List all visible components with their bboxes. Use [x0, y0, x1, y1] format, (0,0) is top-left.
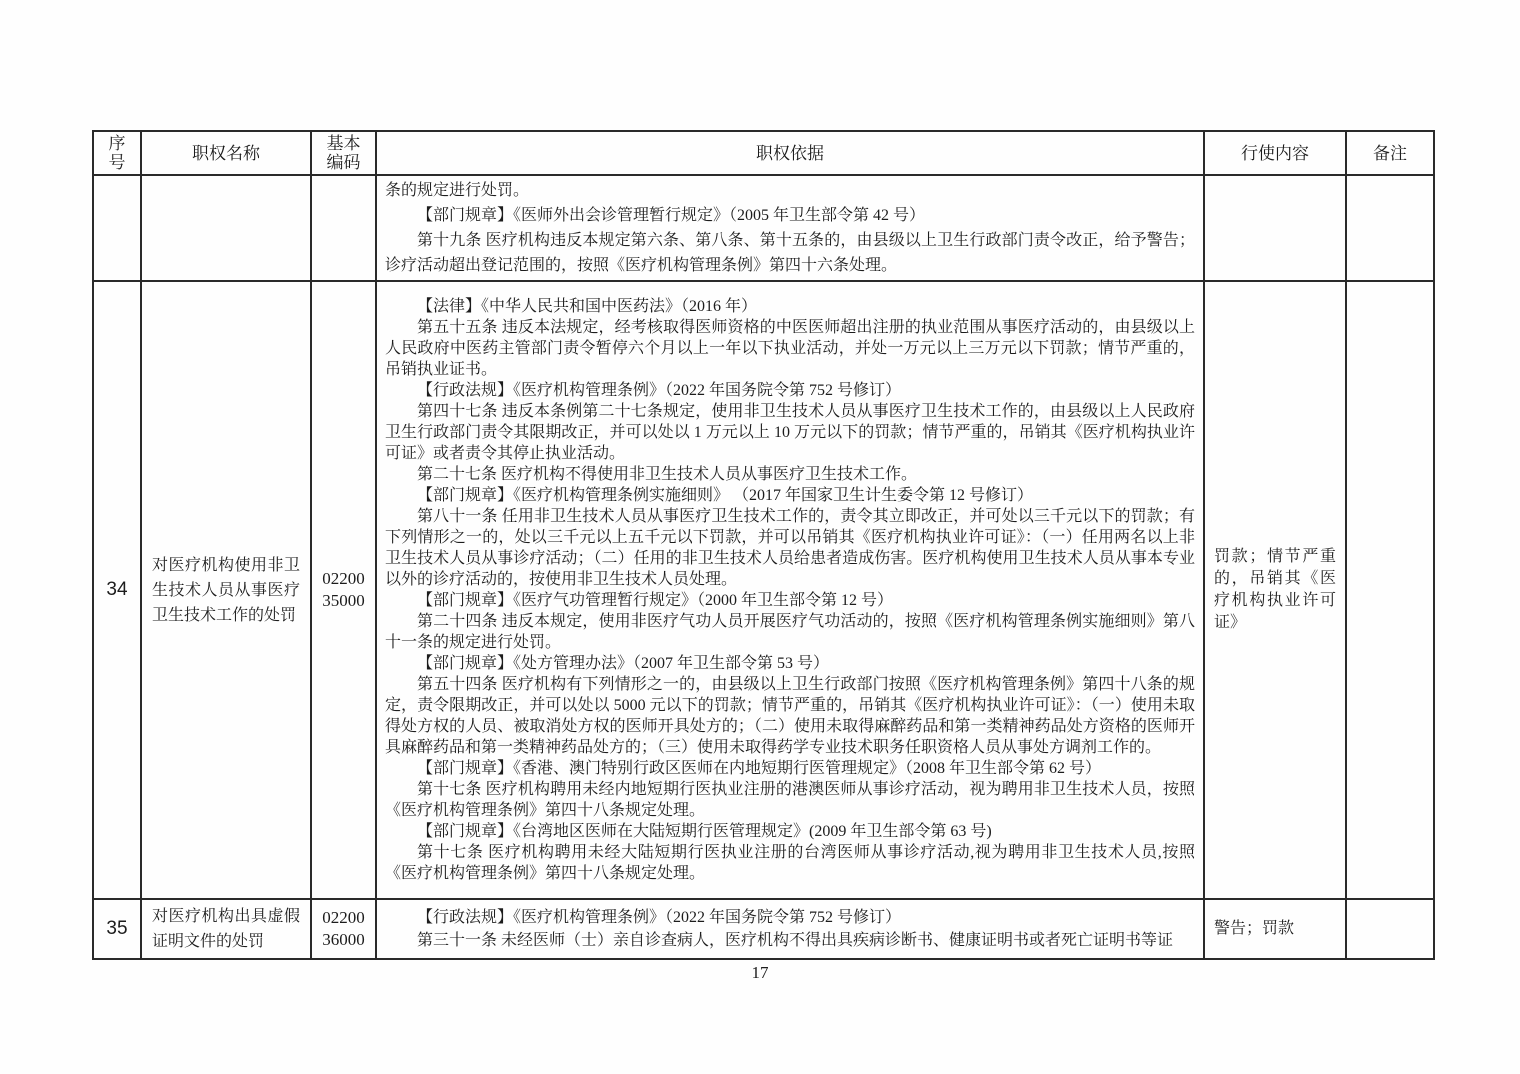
seq-cell: 34 — [93, 281, 141, 899]
col-header-content: 行使内容 — [1204, 131, 1346, 175]
remark-cell — [1346, 899, 1434, 959]
basis-paragraph: 第十九条 医疗机构违反本规定第六条、第八条、第十五条的，由县级以上卫生行政部门责令改正，给予警告；诊疗活动超出登记范围的，按照《医疗机构管理条例》第四十六条处理。 — [385, 232, 1195, 274]
name-cell — [141, 175, 311, 281]
table-row-34 — [93, 281, 1434, 899]
col-header-basis: 职权依据 — [376, 131, 1204, 175]
basis-paragraph: 【部门规章】《香港、澳门特别行政区医师在内地短期行医管理规定》（2008 年卫生部令第 62 号） — [417, 760, 1102, 777]
code-line: 36000 — [322, 930, 365, 949]
col-header-code: 基本编码 — [311, 131, 376, 175]
seq-cell — [93, 175, 141, 281]
seq-cell: 35 — [93, 899, 141, 959]
basis-paragraph: 【部门规章】《医疗机构管理条例实施细则》 （2017 年国家卫生计生委令第 12 号修订） — [417, 487, 1034, 504]
code-cell — [311, 899, 376, 959]
basis-paragraph: 【部门规章】《台湾地区医师在大陆短期行医管理规定》(2009 年卫生部令第 63 号) — [417, 823, 992, 840]
col-header-seq: 序号 — [93, 131, 141, 175]
basis-paragraph: 第三十一条 未经医师（士）亲自诊查病人，医疗机构不得出具疾病诊断书、健康证明书或者死亡证明书等证 — [417, 932, 1174, 949]
basis-paragraph: 第二十七条 医疗机构不得使用非卫生技术人员从事医疗卫生技术工作。 — [417, 466, 918, 483]
basis-paragraph: 【部门规章】《医师外出会诊管理暂行规定》（2005 年卫生部令第 42 号） — [417, 207, 926, 224]
col-header-name: 职权名称 — [141, 131, 311, 175]
name-cell: 对医疗机构出具虚假证明文件的处罚 — [141, 899, 311, 959]
code-cell — [311, 175, 376, 281]
page-number: 17 — [751, 963, 769, 982]
basis-paragraph: 第十七条 医疗机构聘用未经大陆短期行医执业注册的台湾医师从事诊疗活动,视为聘用非卫生技术人员,按照《医疗机构管理条例》第四十八条规定处理。 — [385, 844, 1195, 882]
content-cell — [1204, 175, 1346, 281]
code-line: 02200 — [322, 569, 365, 588]
table-header-row — [93, 131, 1434, 175]
table-row-35 — [93, 899, 1434, 959]
basis-paragraph: 【行政法规】《医疗机构管理条例》（2022 年国务院令第 752 号修订） — [417, 909, 902, 926]
code-cell — [311, 281, 376, 899]
col-header-remark: 备注 — [1346, 131, 1434, 175]
basis-cell — [376, 281, 1204, 899]
basis-paragraph: 【行政法规】《医疗机构管理条例》（2022 年国务院令第 752 号修订） — [417, 382, 902, 399]
code-line: 35000 — [322, 591, 365, 610]
content-cell: 罚款；情节严重的，吊销其《医疗机构执业许可证》 — [1204, 281, 1346, 899]
basis-cell — [376, 899, 1204, 959]
basis-paragraph: 【部门规章】《医疗气功管理暂行规定》（2000 年卫生部令第 12 号） — [417, 592, 894, 609]
basis-paragraph: 【法律】《中华人民共和国中医药法》（2016 年） — [417, 298, 758, 315]
content-cell: 警告；罚款 — [1204, 899, 1346, 959]
remark-cell — [1346, 175, 1434, 281]
basis-cell — [376, 175, 1204, 281]
remark-cell — [1346, 281, 1434, 899]
basis-paragraph: 第四十七条 违反本条例第二十七条规定，使用非卫生技术人员从事医疗卫生技术工作的，由县级以上人民政府卫生行政部门责令其限期改正，并可以处以 1 万元以上 10 万元以下的罚款；情节严重的，吊销其《医疗机构执业许可证》或者责令其停止执业活动。 — [385, 403, 1195, 462]
basis-paragraph: 第二十四条 违反本规定，使用非医疗气功人员开展医疗气功活动的，按照《医疗机构管理条例实施细则》第八十一条的规定进行处罚。 — [385, 613, 1195, 651]
table-row-continuation — [93, 175, 1434, 281]
basis-paragraph: 第五十五条 违反本法规定，经考核取得医师资格的中医医师超出注册的执业范围从事医疗活动的，由县级以上人民政府中医药主管部门责令暂停六个月以上一年以下执业活动，并处一万元以上三万元以下罚款；情节严重的，吊销执业证书。 — [385, 319, 1195, 378]
basis-paragraph: 第十七条 医疗机构聘用未经内地短期行医执业注册的港澳医师从事诊疗活动，视为聘用非卫生技术人员，按照《医疗机构管理条例》第四十八条规定处理。 — [385, 781, 1195, 819]
basis-paragraph: 第八十一条 任用非卫生技术人员从事医疗卫生技术工作的，责令其立即改正，并可处以三千元以下的罚款；有下列情形之一的，处以三千元以上五千元以下罚款，并可以吊销其《医疗机构执业许可证》：（一）任用两名以上非卫生技术人员从事诊疗活动；（二）任用的非卫生技术人员给患者造成伤害。医疗机构使用卫生技术人员从事本专业以外的诊疗活动的，按使用非卫生技术人员处理。 — [385, 508, 1195, 588]
basis-paragraph: 第五十四条 医疗机构有下列情形之一的，由县级以上卫生行政部门按照《医疗机构管理条例》第四十八条的规定，责令限期改正，并可以处以 5000 元以下的罚款；情节严重的，吊销其《医疗机构执业许可证》：（一）使用未取得处方权的人员、被取消处方权的医师开具处方的；（二）使用未取得麻醉药品和第一类精神药品处方资格的医师开具麻醉药品和第一类精神药品处方的；（三）使用未取得药学专业技术职务任职资格人员从事处方调剂工作的。 — [385, 676, 1195, 756]
code-line: 02200 — [322, 908, 365, 927]
authority-table — [92, 130, 1435, 960]
basis-paragraph: 条的规定进行处罚。 — [385, 182, 530, 199]
name-cell: 对医疗机构使用非卫生技术人员从事医疗卫生技术工作的处罚 — [141, 281, 311, 899]
basis-paragraph: 【部门规章】《处方管理办法》（2007 年卫生部令第 53 号） — [417, 655, 830, 672]
